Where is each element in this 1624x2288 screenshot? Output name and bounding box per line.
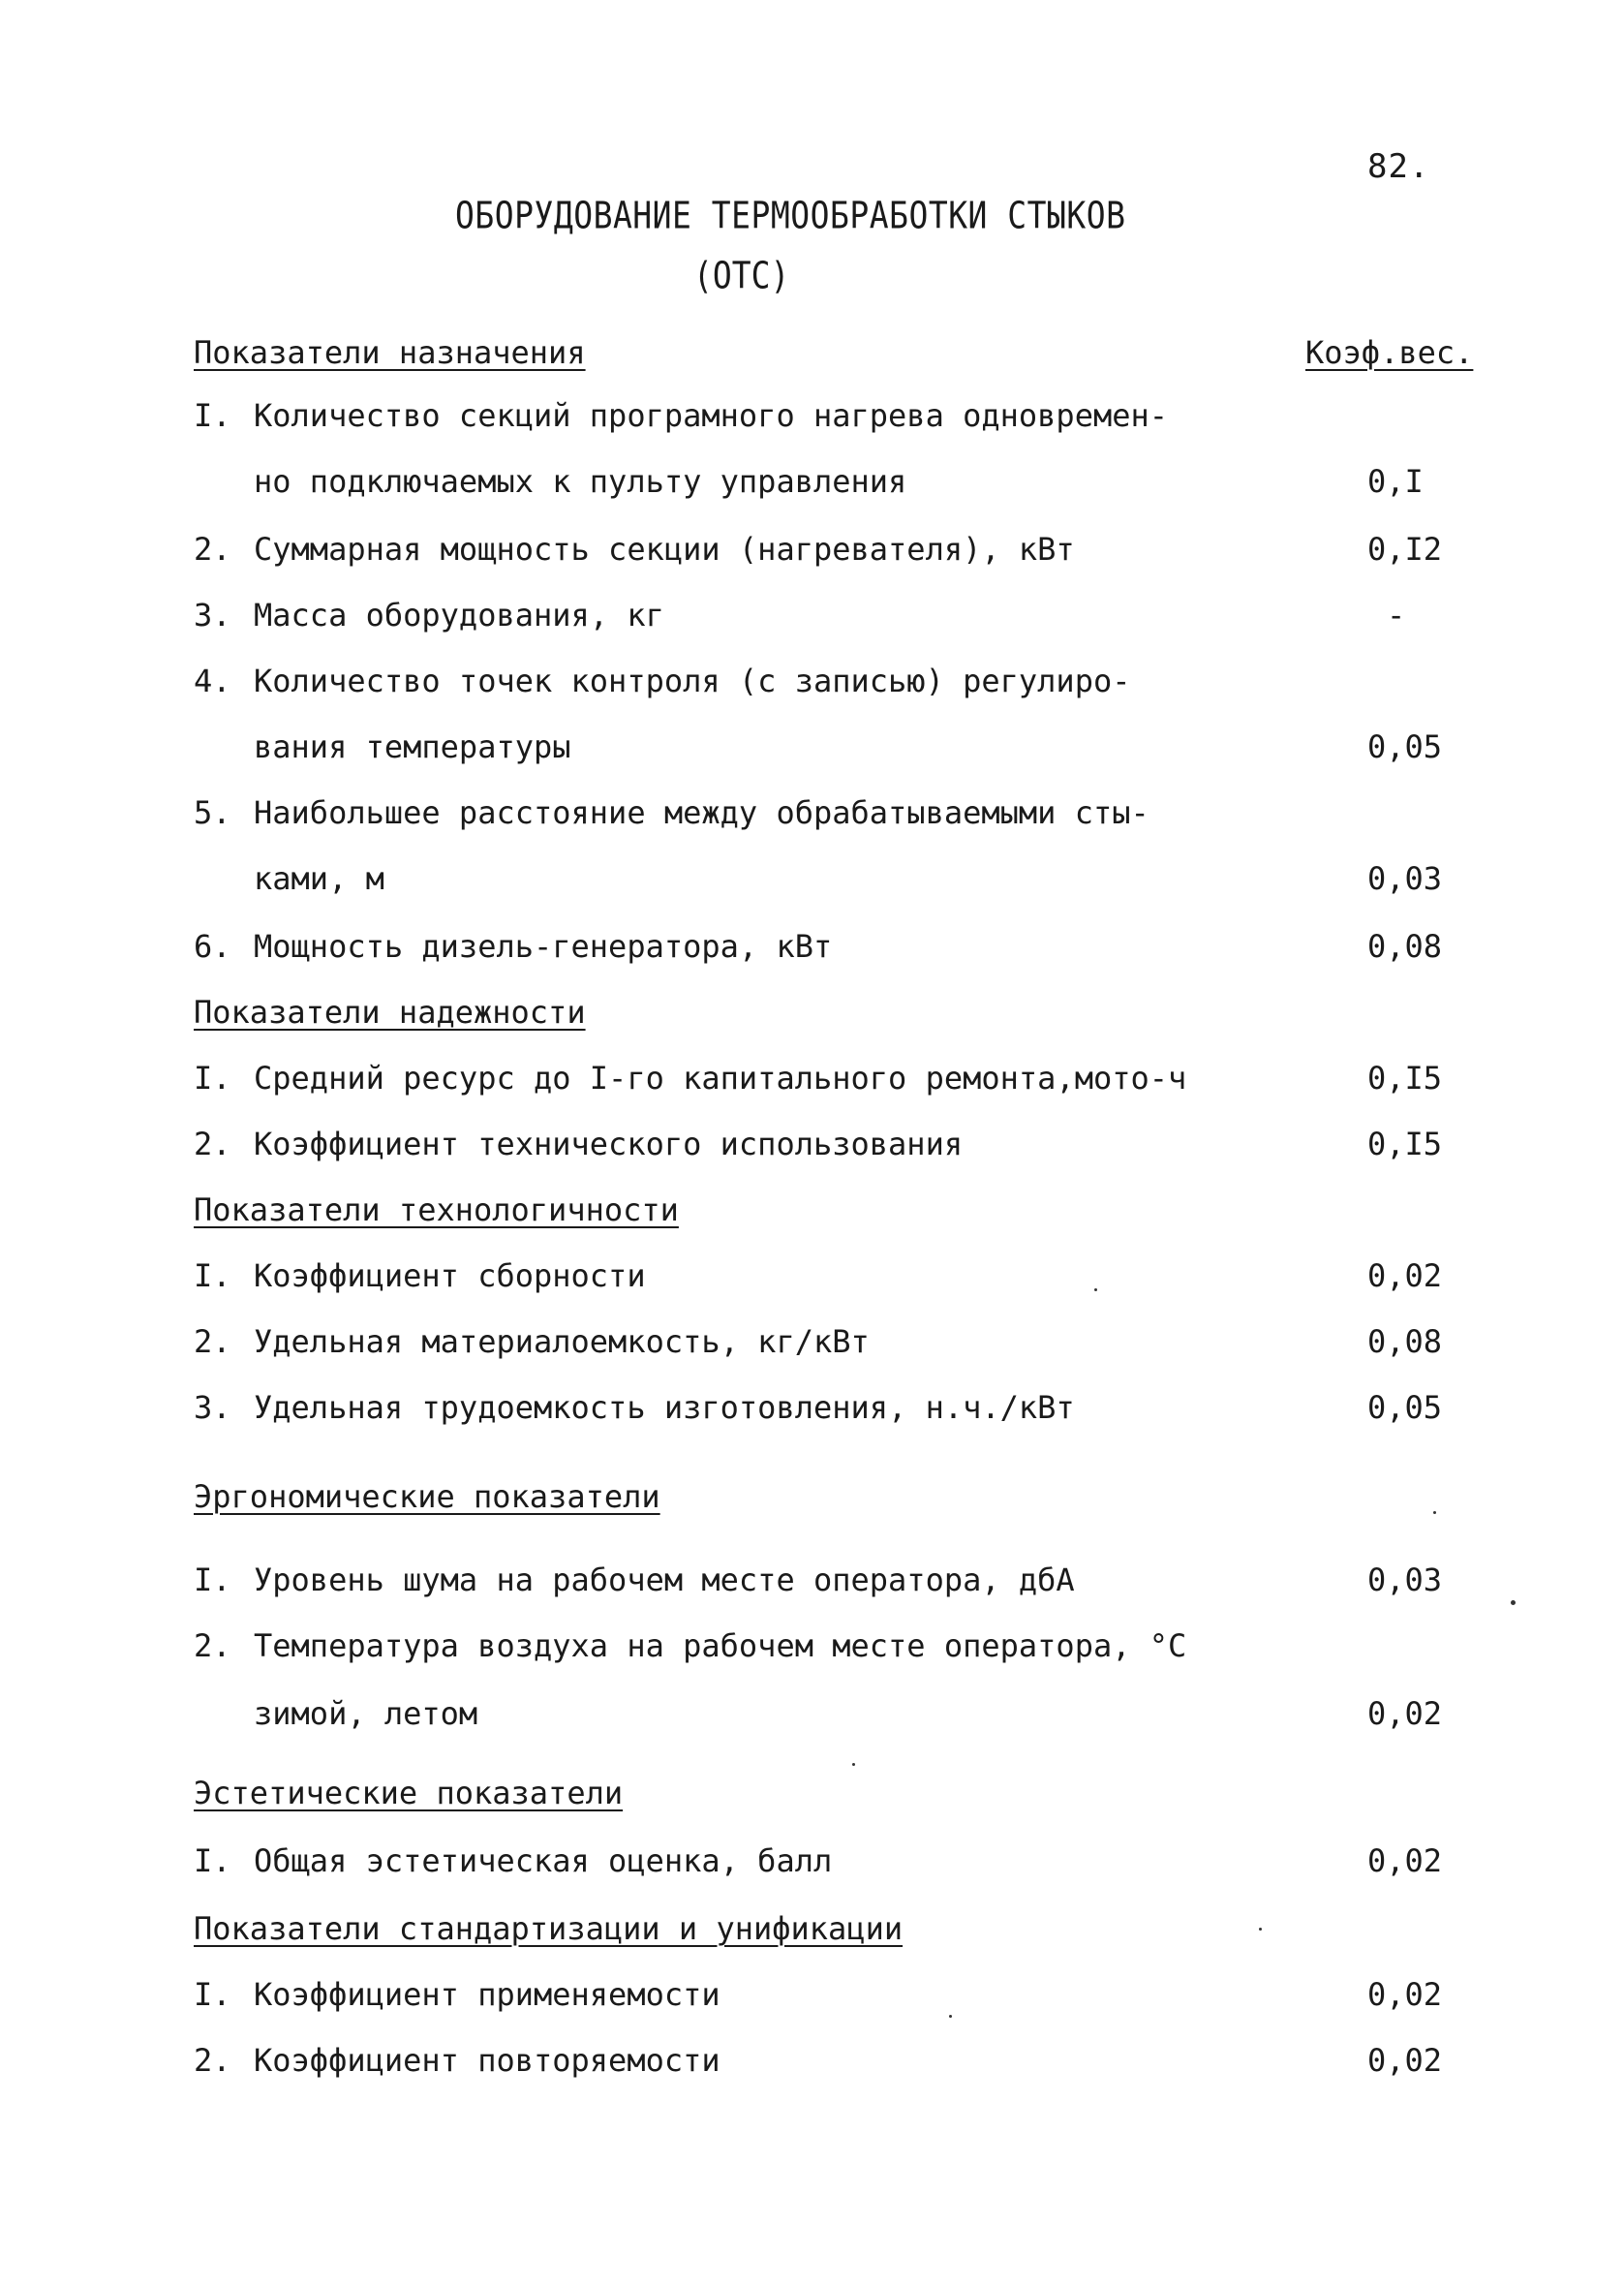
scan-speck	[852, 1763, 855, 1766]
item-weight: 0,03	[1367, 1561, 1443, 1598]
item-number: 2.	[194, 1126, 231, 1162]
list-item-continuation	[0, 860, 1624, 909]
scan-speck	[1511, 1600, 1516, 1605]
item-number: 2.	[194, 1627, 231, 1664]
list-item-continuation	[0, 463, 1624, 511]
scan-speck	[1433, 1511, 1436, 1514]
list-item	[0, 1060, 1624, 1108]
item-text: но подключаемых к пульту управления	[254, 463, 907, 500]
item-text: вания температуры	[254, 728, 571, 765]
section-heading-aesthetic: Эстетические показатели	[194, 1775, 624, 1811]
scan-speck	[1094, 1288, 1097, 1291]
page-number: 82.	[1367, 147, 1430, 186]
section-heading-ergonomic: Эргономические показатели	[194, 1478, 660, 1515]
item-text: Общая эстетическая оценка, балл	[254, 1842, 833, 1879]
item-text: Суммарная мощность секции (нагревателя), кВт	[254, 531, 1075, 568]
item-weight: 0,I2	[1367, 531, 1443, 568]
list-item	[0, 1627, 1624, 1676]
item-text: Мощность дизель-генератора, кВт	[254, 928, 833, 965]
list-item	[0, 794, 1624, 843]
list-item	[0, 531, 1624, 579]
list-item	[0, 397, 1624, 446]
list-item	[0, 663, 1624, 711]
item-number: 6.	[194, 928, 231, 965]
item-text: Коэффициент сборности	[254, 1257, 646, 1294]
list-item	[0, 1976, 1624, 2025]
item-weight: 0,02	[1367, 1976, 1443, 2013]
item-text: ками, м	[254, 860, 384, 897]
scan-speck	[949, 2015, 952, 2018]
item-number: I.	[194, 1257, 231, 1294]
item-weight: 0,02	[1367, 1257, 1443, 1294]
item-weight: 0,I	[1367, 463, 1424, 500]
item-text: Количество секций програмного нагрева одновремен-	[254, 397, 1169, 434]
item-number: 2.	[194, 531, 231, 568]
item-weight: 0,05	[1367, 1389, 1443, 1426]
list-item	[0, 2042, 1624, 2090]
item-text: Наибольшее расстояние между обрабатываемыми сты-	[254, 794, 1149, 831]
item-weight: 0,05	[1367, 728, 1443, 765]
list-item	[0, 597, 1624, 645]
list-item	[0, 1561, 1624, 1610]
item-text: Температура воздуха на рабочем месте оператора, °С	[254, 1627, 1187, 1664]
item-number: I.	[194, 1842, 231, 1879]
list-item-continuation	[0, 1695, 1624, 1744]
item-number: 4.	[194, 663, 231, 699]
item-number: 3.	[194, 597, 231, 634]
item-number: I.	[194, 397, 231, 434]
item-weight: 0,03	[1367, 860, 1443, 897]
section-heading-standardization: Показатели стандартизации и унификации	[194, 1910, 904, 1947]
item-text: Средний ресурс до I-го капитального ремонта,мото-ч	[254, 1060, 1187, 1097]
document-title: ОБОРУДОВАНИЕ ТЕРМООБРАБОТКИ СТЫКОВ	[455, 194, 1126, 237]
scan-speck	[1259, 1928, 1262, 1931]
section-heading-reliability: Показатели надежности	[194, 994, 586, 1031]
item-text: Масса оборудования, кг	[254, 597, 664, 634]
item-weight: 0,02	[1367, 1842, 1443, 1879]
list-item	[0, 1389, 1624, 1438]
item-weight: 0,I5	[1367, 1126, 1443, 1162]
item-text: Уровень шума на рабочем месте оператора, дбА	[254, 1561, 1075, 1598]
item-number: 2.	[194, 1323, 231, 1360]
item-weight: 0,02	[1367, 2042, 1443, 2079]
item-text: зимой, летом	[254, 1695, 478, 1732]
item-weight: 0,02	[1367, 1695, 1443, 1732]
item-weight: 0,08	[1367, 1323, 1443, 1360]
item-number: 2.	[194, 2042, 231, 2079]
item-number: I.	[194, 1060, 231, 1097]
list-item	[0, 1257, 1624, 1306]
list-item	[0, 1126, 1624, 1174]
item-number: I.	[194, 1976, 231, 2013]
item-text: Количество точек контроля (с записью) регулиро-	[254, 663, 1131, 699]
item-text: Коэффициент применяемости	[254, 1976, 720, 2013]
item-number: 3.	[194, 1389, 231, 1426]
item-text: Удельная трудоемкость изготовления, н.ч./кВт	[254, 1389, 1075, 1426]
item-weight: 0,08	[1367, 928, 1443, 965]
item-number: 5.	[194, 794, 231, 831]
list-item	[0, 1842, 1624, 1891]
item-weight: 0,I5	[1367, 1060, 1443, 1097]
item-weight: -	[1387, 597, 1406, 634]
item-text: Коэффициент повторяемости	[254, 2042, 720, 2079]
list-item-continuation	[0, 728, 1624, 777]
list-item	[0, 1323, 1624, 1372]
item-text: Удельная материалоемкость, кг/кВт	[254, 1323, 870, 1360]
document-subtitle: (ОТС)	[693, 254, 790, 297]
item-number: I.	[194, 1561, 231, 1598]
weight-column-header: Коэф.вес.	[1305, 334, 1474, 371]
section-heading-purpose: Показатели назначения	[194, 334, 586, 371]
list-item	[0, 928, 1624, 976]
section-heading-manufacturability: Показатели технологичности	[194, 1191, 679, 1228]
item-text: Коэффициент технического использования	[254, 1126, 964, 1162]
